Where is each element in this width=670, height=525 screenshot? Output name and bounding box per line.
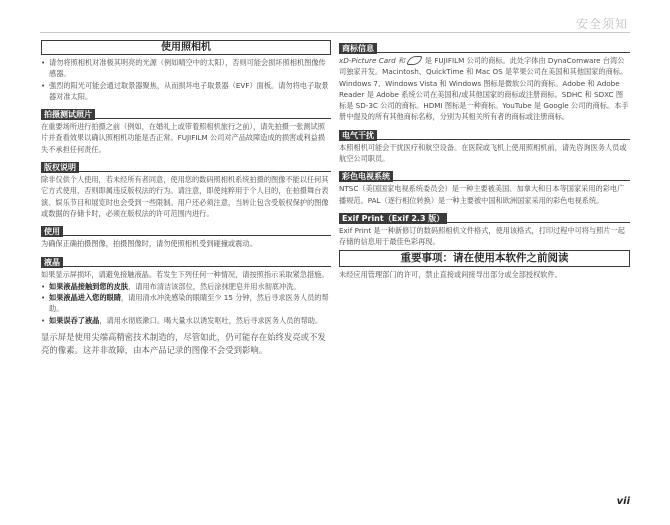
heading-label: 拍摄测试照片 — [41, 109, 95, 120]
left-column — [41, 40, 331, 359]
paragraph-interference: 本照相机可能会干扰医疗和航空设备。在医院或飞机上使用照相机前，请先咨询医务人员或航空公司职员。 — [339, 142, 627, 164]
trademark-text: 是 FUJIFILM 公司的商标。此处字体由 DynaComware 台湾公司独家开发。Macintosh、QuickTime 和 Mac OS 是苹果公司在美国和其他国家的商标。Windows 7、Windows Vista 和 Windows 图标是微软公司的商标。Adobe 和 Adobe Reader 是 Adobe 系统公司在美国和/或其他国家的商标或注册商标。SDHC 和 SDXC 图标是 SD-3C 公司的商标。HDMI 图标是一种商标。YouTube 是 Google 公司的商标。本手册中提及的所有其他商标名称，分别为其相关所有者的商标或注册商标。 — [339, 56, 629, 122]
list-item: • 请勿将照相机对准极其明亮的光源（例如晴空中的太阳），否则可能会损坏照相机图像传感器。 — [41, 57, 331, 80]
section-title-using-camera: 使用照相机 — [41, 40, 331, 55]
notice-title: 重要事项：请在使用本软件之前阅读 — [339, 250, 630, 267]
paragraph-trademarks — [339, 55, 630, 123]
heading-label: 液晶 — [41, 257, 63, 268]
heading-label: Exif Print（Exif 2.3 版） — [339, 213, 447, 224]
paragraph-notice: 未经应用管理部门的许可，禁止直接或间接导出部分或全部授权软件。 — [339, 269, 562, 279]
paragraph-handling: 为确保正确拍摄图像，拍摄图像时，请勿使照相机受到碰撞或震动。 — [41, 239, 257, 249]
heading-interference — [339, 127, 630, 140]
list-item — [41, 281, 331, 292]
heading-copyright — [41, 159, 331, 172]
list-item-lead: 如果误吞了液晶 — [49, 315, 100, 325]
list-item-lead: 如果液晶接触到您的皮肤 — [49, 281, 129, 291]
list-item-text: ，请用布清洁该部位，然后涂抹肥皂并用水彻底冲洗。 — [128, 281, 301, 291]
heading-color-tv — [339, 168, 630, 181]
header-label: 安全须知 — [575, 17, 628, 31]
header-rule — [40, 32, 630, 33]
heading-exif-print — [339, 210, 630, 223]
liquid-crystal-list — [41, 281, 331, 326]
heading-label: 彩色电视系统 — [339, 171, 393, 182]
heading-label: 电气干扰 — [339, 130, 377, 141]
list-item — [41, 315, 331, 326]
heading-label: 商标信息 — [339, 43, 377, 54]
paragraph-test-shots: 在重要场所进行拍摄之前（例如，在婚礼上或带着照相机旅行之前），请先拍摄一张测试照片并查看效果以确认照相机功能是否正常。FUJIFILM 公司对产品故障造成的损害或利益损失不承担任何责任。 — [41, 122, 325, 154]
paragraph-copyright: 除非仅供个人使用，若未经所有者同意，使用您的数码照相机系统拍摄的图像不能以任何其它方式使用，否则即属违反版权法的行为。请注意，即使纯粹用于个人目的，在拍摄舞台表演、娱乐节目和展览时也会受到一些限制。用户还必须注意，当转让包含受版权保护的图像或数据的存储卡时，必须在版权法的许可范围内进行。 — [41, 175, 329, 218]
heading-trademarks — [339, 40, 630, 53]
list-item — [41, 292, 331, 315]
heading-handling — [41, 223, 331, 236]
paragraph-color-tv: NTSC（美国国家电视系统委员会）是一种主要被美国、加拿大和日本等国家采用的彩电广播规范。PAL（逐行相位转换）是一种主要被中国和欧洲国家采用的彩色电视系统。 — [339, 184, 625, 205]
heading-liquid-crystal — [41, 254, 331, 267]
trademark-prefix: xD-Picture Card 和 — [339, 56, 406, 65]
list-item-lead: 如果液晶进入您的眼睛 — [49, 293, 121, 303]
heading-label: 版权说明 — [41, 162, 79, 173]
list-item-text: ，请用清水冲洗感染的眼睛至少 15 分钟，然后寻求医务人员的帮助。 — [49, 293, 329, 314]
page-number: vii — [616, 496, 630, 507]
paragraph-liquid-crystal-intro: 如果显示屏损坏，请避免接触液晶。若发生下列任何一种情况，请按照指示采取紧急措施。 — [41, 269, 329, 279]
xd-logo-icon — [407, 56, 423, 65]
list-item-text: ，请用水彻底漱口。喝大量水以诱发呕吐，然后寻求医务人员的帮助。 — [99, 315, 323, 325]
list-item: • 强烈的阳光可能会通过取景器聚焦，从而损坏电子取景器（EVF）面板。请勿将电子取景器对准太阳。 — [41, 80, 331, 103]
paragraph-display-pixels: 显示屏是使用尖端高精密技术制造的，尽管如此，仍可能存在始终发亮或不发亮的像素。这并非故障，由本产品记录的图像不会受到影响。 — [41, 332, 326, 356]
paragraph-exif-print: Exif Print 是一种新修订的数码照相机文件格式，使用该格式，打印过程中可将与照片一起存储的信息用于最佳色彩再现。 — [339, 225, 625, 247]
heading-label: 使用 — [41, 226, 63, 237]
right-column — [339, 40, 630, 281]
camera-warnings-list — [41, 57, 331, 102]
heading-test-shots — [41, 106, 331, 119]
